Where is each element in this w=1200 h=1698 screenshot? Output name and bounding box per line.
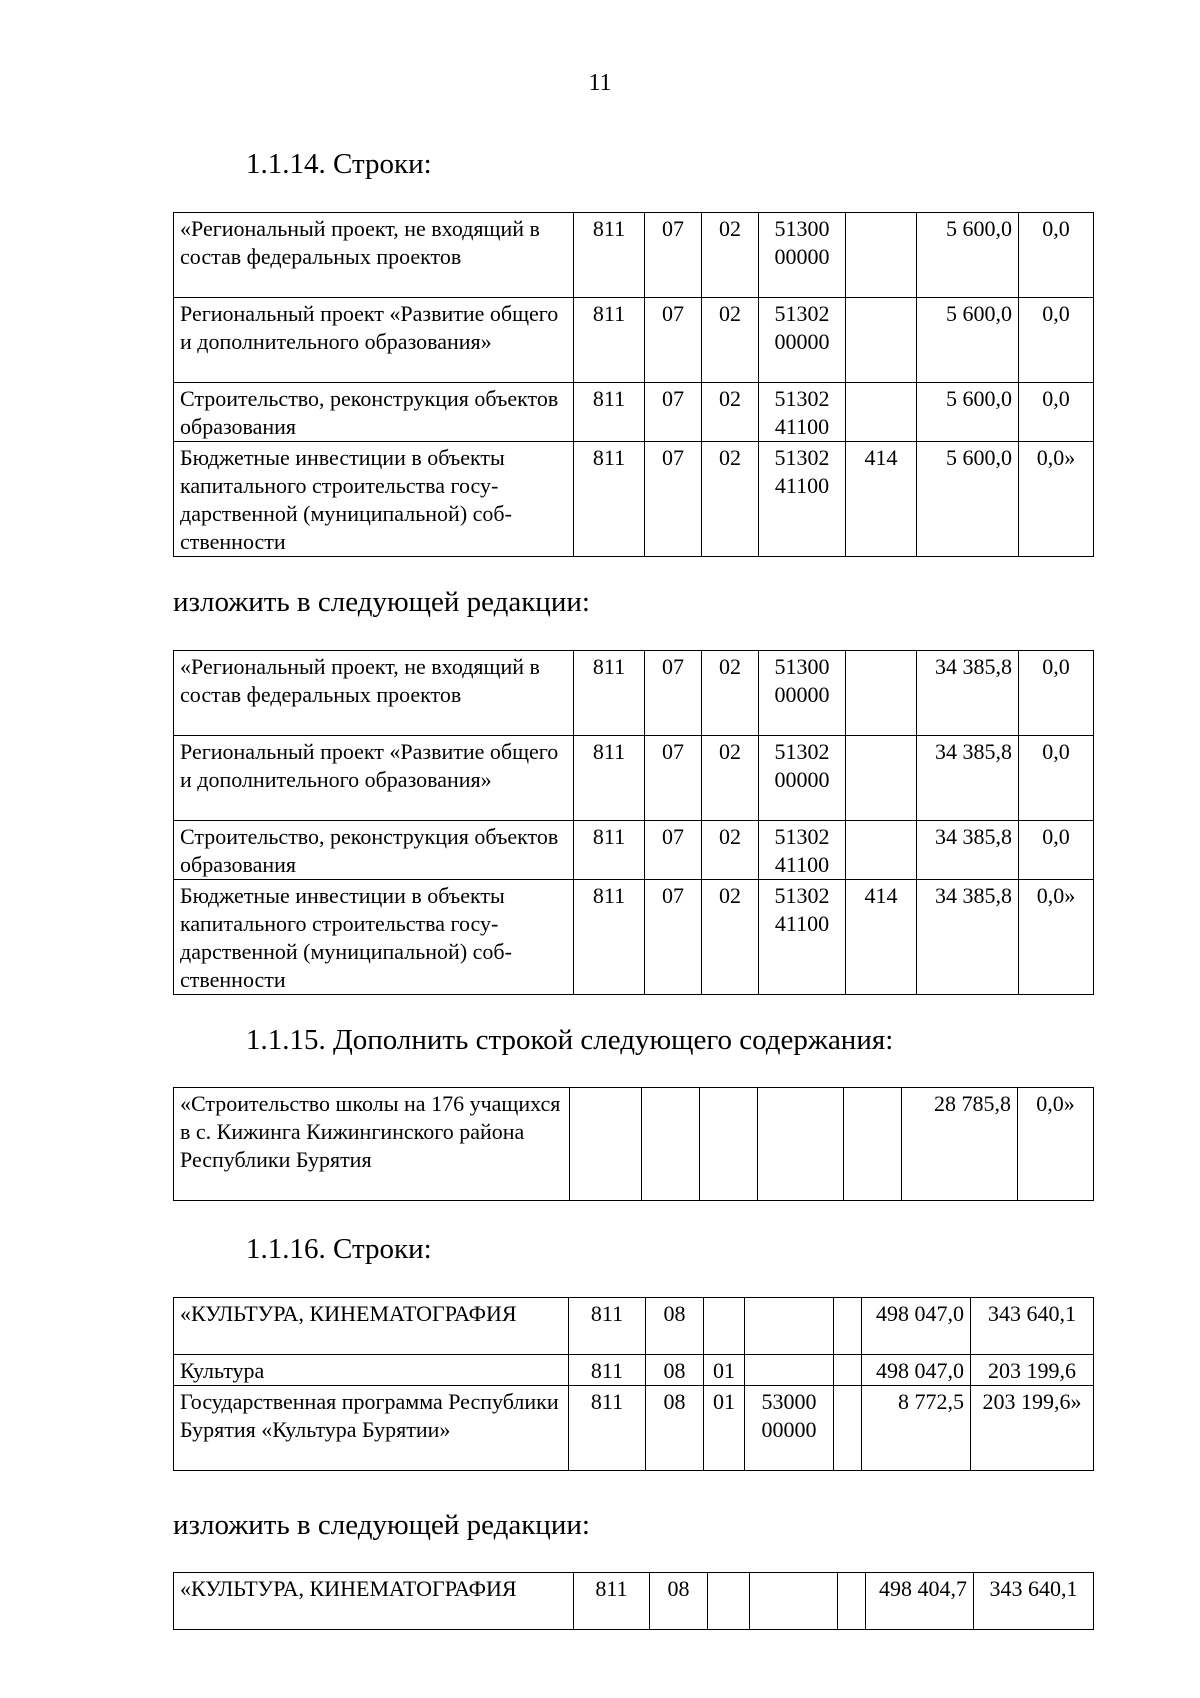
table-row — [174, 1088, 1094, 1201]
table-row — [174, 736, 1094, 821]
amount-2: 203 199,6» — [971, 1386, 1094, 1471]
section-heading-new-edition-2: изложить в следующей редакции: — [173, 1509, 590, 1541]
target-article-code: 51302 41100 — [759, 880, 846, 995]
amount-1: 34 385,8 — [917, 736, 1019, 821]
target-article-code — [745, 1355, 834, 1386]
table-row — [174, 880, 1094, 995]
section-code: 08 — [650, 1573, 708, 1630]
section-code: 07 — [645, 736, 702, 821]
section-code: 07 — [645, 383, 702, 442]
target-article-code — [758, 1088, 844, 1201]
table-row — [174, 442, 1094, 557]
subsection-code: 02 — [702, 651, 759, 736]
amount-1: 34 385,8 — [917, 821, 1019, 880]
section-code: 07 — [645, 442, 702, 557]
ved-code — [570, 1088, 642, 1201]
subsection-code: 02 — [702, 298, 759, 383]
subsection-code — [700, 1088, 758, 1201]
section-code: 08 — [646, 1386, 704, 1471]
target-article-code: 51302 41100 — [759, 383, 846, 442]
amount-1: 498 404,7 — [866, 1573, 974, 1630]
target-article-code: 51302 41100 — [759, 821, 846, 880]
expense-type-code — [834, 1386, 862, 1471]
amount-1: 28 785,8 — [902, 1088, 1018, 1201]
ved-code: 811 — [574, 736, 645, 821]
row-name: Строительство, реконструкция объектов образования — [174, 821, 574, 880]
table-row — [174, 213, 1094, 298]
amount-1: 5 600,0 — [917, 298, 1019, 383]
page-number: 11 — [588, 70, 612, 96]
budget-table-1-1-15 — [173, 1087, 1094, 1201]
ved-code: 811 — [569, 1355, 646, 1386]
row-name: Региональный проект «Развитие общего и дополнительного образования» — [174, 736, 574, 821]
amount-1: 8 772,5 — [862, 1386, 971, 1471]
ved-code: 811 — [574, 821, 645, 880]
target-article-code: 51300 00000 — [759, 651, 846, 736]
target-article-code — [750, 1573, 838, 1630]
amount-1: 5 600,0 — [917, 383, 1019, 442]
budget-table-original-1-1-16 — [173, 1297, 1094, 1471]
row-name: «КУЛЬТУРА, КИНЕМАТОГРАФИЯ — [174, 1298, 569, 1355]
expense-type-code — [844, 1088, 902, 1201]
subsection-code — [708, 1573, 750, 1630]
amount-2: 0,0 — [1019, 651, 1094, 736]
row-name: Государственная программа Республики Бурятия «Культура Бурятии» — [174, 1386, 569, 1471]
row-name: Бюджетные инвестиции в объекты капитального строительства государственной (муниципальной) собственности — [174, 442, 574, 557]
row-name: Строительство, реконструкция объектов образования — [174, 383, 574, 442]
row-name: «КУЛЬТУРА, КИНЕМАТОГРАФИЯ — [174, 1573, 574, 1630]
table-row — [174, 298, 1094, 383]
section-heading-1-1-16: 1.1.16. Строки: — [246, 1233, 432, 1265]
expense-type-code — [846, 383, 917, 442]
target-article-code: 51302 00000 — [759, 736, 846, 821]
amount-1: 5 600,0 — [917, 442, 1019, 557]
budget-table-new-1-1-14 — [173, 650, 1094, 995]
subsection-code: 02 — [702, 821, 759, 880]
row-name: «Региональный проект, не входящий в состав федеральных проектов — [174, 213, 574, 298]
ved-code: 811 — [574, 383, 645, 442]
target-article-code: 51300 00000 — [759, 213, 846, 298]
row-name: Культура — [174, 1355, 569, 1386]
section-code — [642, 1088, 700, 1201]
section-code: 07 — [645, 821, 702, 880]
ved-code: 811 — [574, 213, 645, 298]
amount-2: 0,0 — [1019, 736, 1094, 821]
target-article-code: 53000 00000 — [745, 1386, 834, 1471]
amount-2: 203 199,6 — [971, 1355, 1094, 1386]
expense-type-code — [838, 1573, 866, 1630]
amount-1: 34 385,8 — [917, 651, 1019, 736]
ved-code: 811 — [574, 298, 645, 383]
expense-type-code — [846, 821, 917, 880]
row-name: Бюджетные инвестиции в объекты капитального строительства государственной (муниципальной) собственности — [174, 880, 574, 995]
section-code: 08 — [646, 1298, 704, 1355]
subsection-code: 01 — [704, 1386, 745, 1471]
table-row — [174, 1355, 1094, 1386]
budget-table-new-1-1-16 — [173, 1572, 1094, 1630]
ved-code: 811 — [569, 1386, 646, 1471]
amount-2: 0,0 — [1019, 383, 1094, 442]
expense-type-code — [846, 651, 917, 736]
section-code: 07 — [645, 651, 702, 736]
table-row — [174, 651, 1094, 736]
budget-table-original-1-1-14 — [173, 212, 1094, 557]
amount-2: 0,0 — [1019, 213, 1094, 298]
row-name: «Региональный проект, не входящий в состав федеральных проектов — [174, 651, 574, 736]
section-heading-new-edition: изложить в следующей редакции: — [173, 586, 590, 618]
section-code: 07 — [645, 880, 702, 995]
target-article-code: 51302 00000 — [759, 298, 846, 383]
expense-type-code — [834, 1355, 862, 1386]
subsection-code: 02 — [702, 213, 759, 298]
subsection-code — [704, 1298, 745, 1355]
expense-type-code — [834, 1298, 862, 1355]
ved-code: 811 — [574, 651, 645, 736]
amount-2: 343 640,1 — [971, 1298, 1094, 1355]
target-article-code: 51302 41100 — [759, 442, 846, 557]
expense-type-code — [846, 213, 917, 298]
amount-1: 34 385,8 — [917, 880, 1019, 995]
table-row — [174, 383, 1094, 442]
ved-code: 811 — [574, 442, 645, 557]
amount-1: 498 047,0 — [862, 1355, 971, 1386]
subsection-code: 01 — [704, 1355, 745, 1386]
section-code: 07 — [645, 298, 702, 383]
subsection-code: 02 — [702, 736, 759, 821]
subsection-code: 02 — [702, 383, 759, 442]
table-row — [174, 1573, 1094, 1630]
expense-type-code: 414 — [846, 880, 917, 995]
amount-1: 498 047,0 — [862, 1298, 971, 1355]
target-article-code — [745, 1298, 834, 1355]
amount-2: 0,0» — [1019, 880, 1094, 995]
ved-code: 811 — [569, 1298, 646, 1355]
subsection-code: 02 — [702, 442, 759, 557]
expense-type-code — [846, 736, 917, 821]
amount-2: 0,0 — [1019, 298, 1094, 383]
amount-2: 0,0 — [1019, 821, 1094, 880]
section-code: 07 — [645, 213, 702, 298]
section-heading-1-1-15: 1.1.15. Дополнить строкой следующего содержания: — [246, 1024, 894, 1056]
row-name: Региональный проект «Развитие общего и дополнительного образования» — [174, 298, 574, 383]
expense-type-code — [846, 298, 917, 383]
subsection-code: 02 — [702, 880, 759, 995]
amount-2: 343 640,1 — [974, 1573, 1094, 1630]
amount-2: 0,0» — [1018, 1088, 1094, 1201]
table-row — [174, 1298, 1094, 1355]
amount-1: 5 600,0 — [917, 213, 1019, 298]
amount-2: 0,0» — [1019, 442, 1094, 557]
section-heading-1-1-14: 1.1.14. Строки: — [246, 148, 432, 180]
expense-type-code: 414 — [846, 442, 917, 557]
section-code: 08 — [646, 1355, 704, 1386]
ved-code: 811 — [574, 880, 645, 995]
table-row — [174, 1386, 1094, 1471]
ved-code: 811 — [574, 1573, 650, 1630]
row-name: «Строительство школы на 176 учащихся в с. Кижинга Кижингинского района Республики Бурятия — [174, 1088, 570, 1201]
table-row — [174, 821, 1094, 880]
